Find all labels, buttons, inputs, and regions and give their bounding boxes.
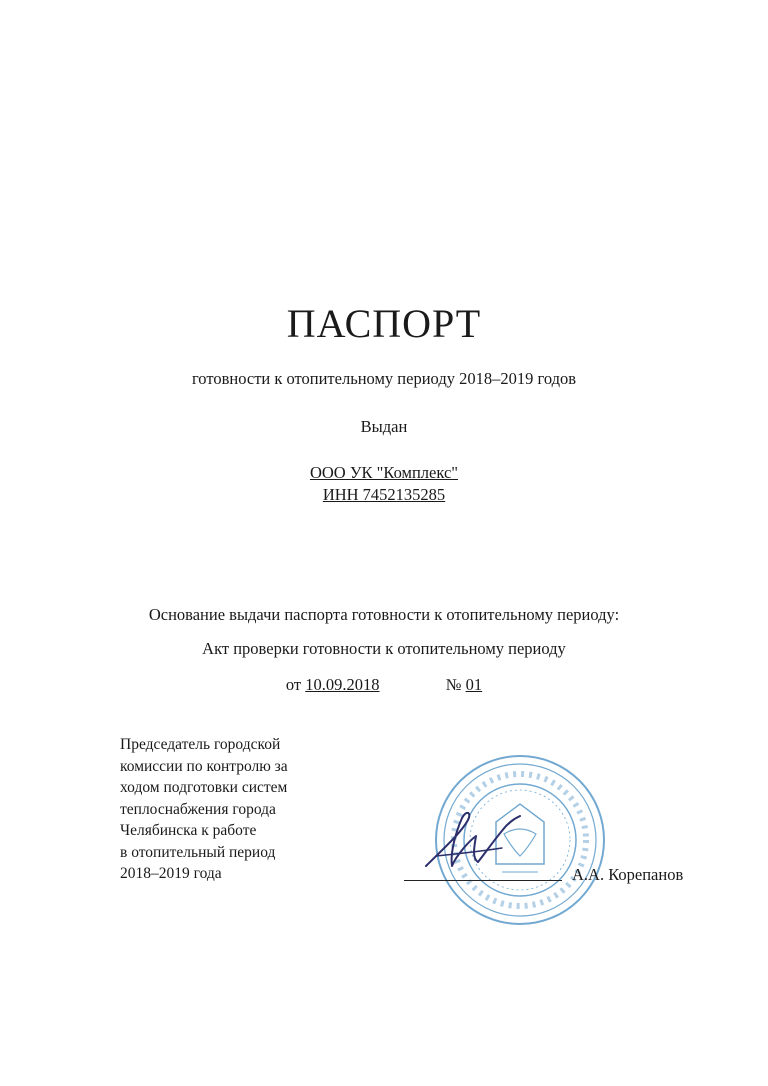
position-line: в отопительный период (120, 843, 276, 861)
position-line: Челябинска к работе (120, 822, 257, 839)
organization-name: ООО УК "Комплекс" (309, 463, 459, 482)
basis-heading: Основание выдачи паспорта готовности к отопительному периоду: (148, 605, 620, 624)
position-line: 2018–2019 года (120, 865, 222, 882)
act-number: 01 (465, 675, 483, 694)
organization-block (0, 462, 768, 506)
position-line: Председатель городской (120, 736, 281, 753)
position-line: комиссии по контролю за (120, 757, 288, 775)
handwritten-signature (416, 796, 526, 886)
document-title: ПАСПОРТ (286, 301, 482, 346)
signatory-position (120, 734, 340, 885)
act-date: 10.09.2018 (305, 675, 380, 694)
act-date-line (0, 674, 768, 696)
number-prefix: № (445, 675, 462, 694)
basis-act: Акт проверки готовности к отопительному периоду (202, 639, 566, 658)
organization-inn: ИНН 7452135285 (322, 485, 446, 504)
signatory-name: А.А. Корепанов (572, 865, 684, 884)
signature-line (404, 880, 562, 881)
document-subtitle: готовности к отопительному периоду 2018–2019 годов (191, 369, 577, 388)
position-line: ходом подготовки систем (120, 779, 288, 796)
position-line: теплоснабжения города (120, 800, 276, 818)
date-prefix: от (285, 675, 302, 694)
issued-label: Выдан (360, 417, 408, 436)
